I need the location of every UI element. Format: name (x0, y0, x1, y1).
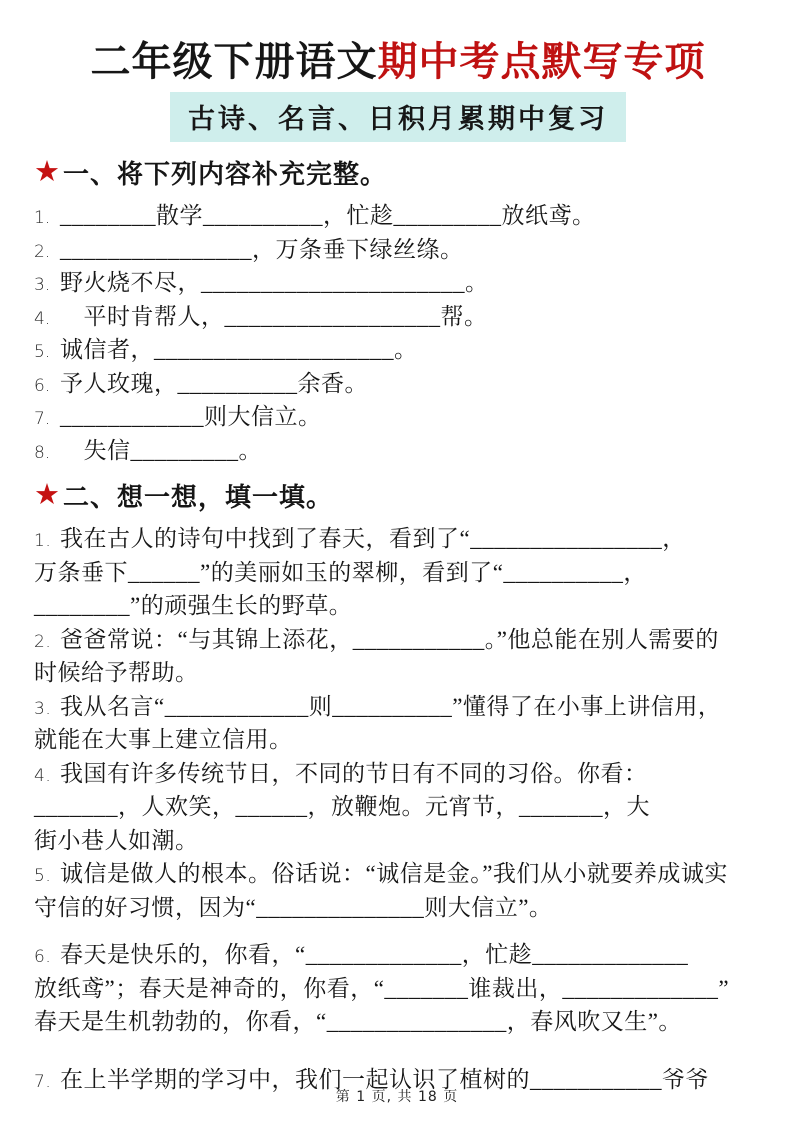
item-line: 街小巷人如潮。 (34, 827, 199, 853)
list-item (34, 231, 762, 265)
item-number: 5. (34, 866, 52, 886)
item-number: 2. (34, 241, 51, 262)
item-line: 春天是生机勃勃的，你看，“_______________，春风吹又生”。 (34, 1009, 682, 1034)
item-text: 诚信者，____________________。 (60, 337, 418, 362)
item-text: 爸爸常说：“与其锦上添花，___________。”他总能在别人需要的 (60, 626, 719, 652)
list-item (34, 855, 762, 922)
item-line (34, 621, 762, 655)
section2-heading (34, 477, 762, 514)
section1-list (34, 197, 762, 465)
item-text: 野火烧不尽，______________________。 (60, 270, 489, 295)
item-line: _______，人欢笑，______，放鞭炮。元宵节，_______，大 (34, 794, 650, 819)
list-item (34, 621, 762, 688)
list-item (34, 331, 762, 365)
list-item (34, 755, 762, 856)
item-number: 7. (34, 1071, 52, 1092)
item-number: 7. (34, 409, 51, 429)
item-text: 诚信是做人的根本。俗话说：“诚信是金。”我们从小就要养成诚实 (60, 861, 728, 886)
page-title-black: 二年级下册语文 (90, 39, 378, 84)
list-item (34, 398, 762, 432)
item-number: 4. (34, 765, 52, 786)
subtitle-row (34, 92, 762, 142)
item-text: 失信_________。 (60, 437, 262, 463)
item-number: 8. (34, 442, 51, 463)
item-number: 5. (34, 342, 51, 362)
item-number: 4. (34, 308, 51, 329)
star-icon: ★ (34, 479, 61, 511)
list-item (34, 688, 762, 755)
star-icon: ★ (34, 156, 61, 188)
item-text: ____________则大信立。 (60, 404, 322, 429)
list-item (34, 520, 762, 621)
page-title-red: 期中考点默写专项 (377, 39, 706, 84)
item-number: 3. (34, 275, 51, 295)
list-item (34, 298, 762, 332)
item-number: 3. (34, 698, 52, 719)
item-text: 我国有许多传统节日，不同的节日有不同的习俗。你看： (60, 760, 648, 786)
list-item (34, 936, 762, 1037)
item-line: 时候给予帮助。 (34, 660, 199, 685)
item-number: 6. (34, 375, 51, 396)
section1-heading-text: 一、将下列内容补充完整。 (63, 160, 388, 189)
item-line (34, 520, 762, 554)
page-subtitle: 古诗、名言、日积月累期中复习 (170, 92, 626, 142)
section2-list (34, 520, 762, 1094)
item-text: 予人玫瑰，__________余香。 (60, 370, 368, 396)
item-text: 在上半学期的学习中，我们一起认识了植树的___________爷爷 (60, 1066, 709, 1092)
list-item (34, 432, 762, 466)
item-text: 我从名言“____________则__________”懂得了在小事上讲信用， (60, 693, 722, 719)
list-item (34, 365, 762, 399)
item-text: 春天是快乐的，你看，“_____________，忙趁_____________ (60, 942, 689, 967)
item-text: ________________，万条垂下绿丝绦。 (60, 236, 464, 262)
item-line (34, 755, 762, 789)
item-line: 守信的好习惯，因为“______________则大信立”。 (34, 894, 553, 920)
item-number: 2. (34, 631, 52, 652)
page-title (34, 38, 762, 86)
list-item (34, 264, 762, 298)
item-text: 平时肯帮人，__________________帮。 (60, 303, 488, 329)
item-line (34, 936, 762, 970)
item-text: 我在古人的诗句中找到了春天，看到了“________________， (60, 526, 686, 551)
page-number: 第 1 页, 共 18 页 (335, 1089, 459, 1105)
item-number: 6. (34, 947, 52, 967)
item-number: 1. (34, 208, 51, 228)
item-line: ________”的顽强生长的野草。 (34, 593, 353, 618)
item-number: 1. (34, 531, 52, 551)
item-line: 就能在大事上建立信用。 (34, 727, 293, 752)
item-text: ________散学__________，忙趁_________放纸鸢。 (60, 203, 596, 228)
item-line: 万条垂下______”的美丽如玉的翠柳，看到了“__________， (34, 559, 647, 585)
item-line: 放纸鸢”；春天是神奇的，你看，“_______谁裁出，_____________” (34, 975, 730, 1001)
section1-heading (34, 154, 762, 191)
section2-heading-text: 二、想一想，填一填。 (63, 483, 334, 512)
item-line (34, 688, 762, 722)
item-line (34, 855, 762, 889)
list-item (34, 197, 762, 231)
